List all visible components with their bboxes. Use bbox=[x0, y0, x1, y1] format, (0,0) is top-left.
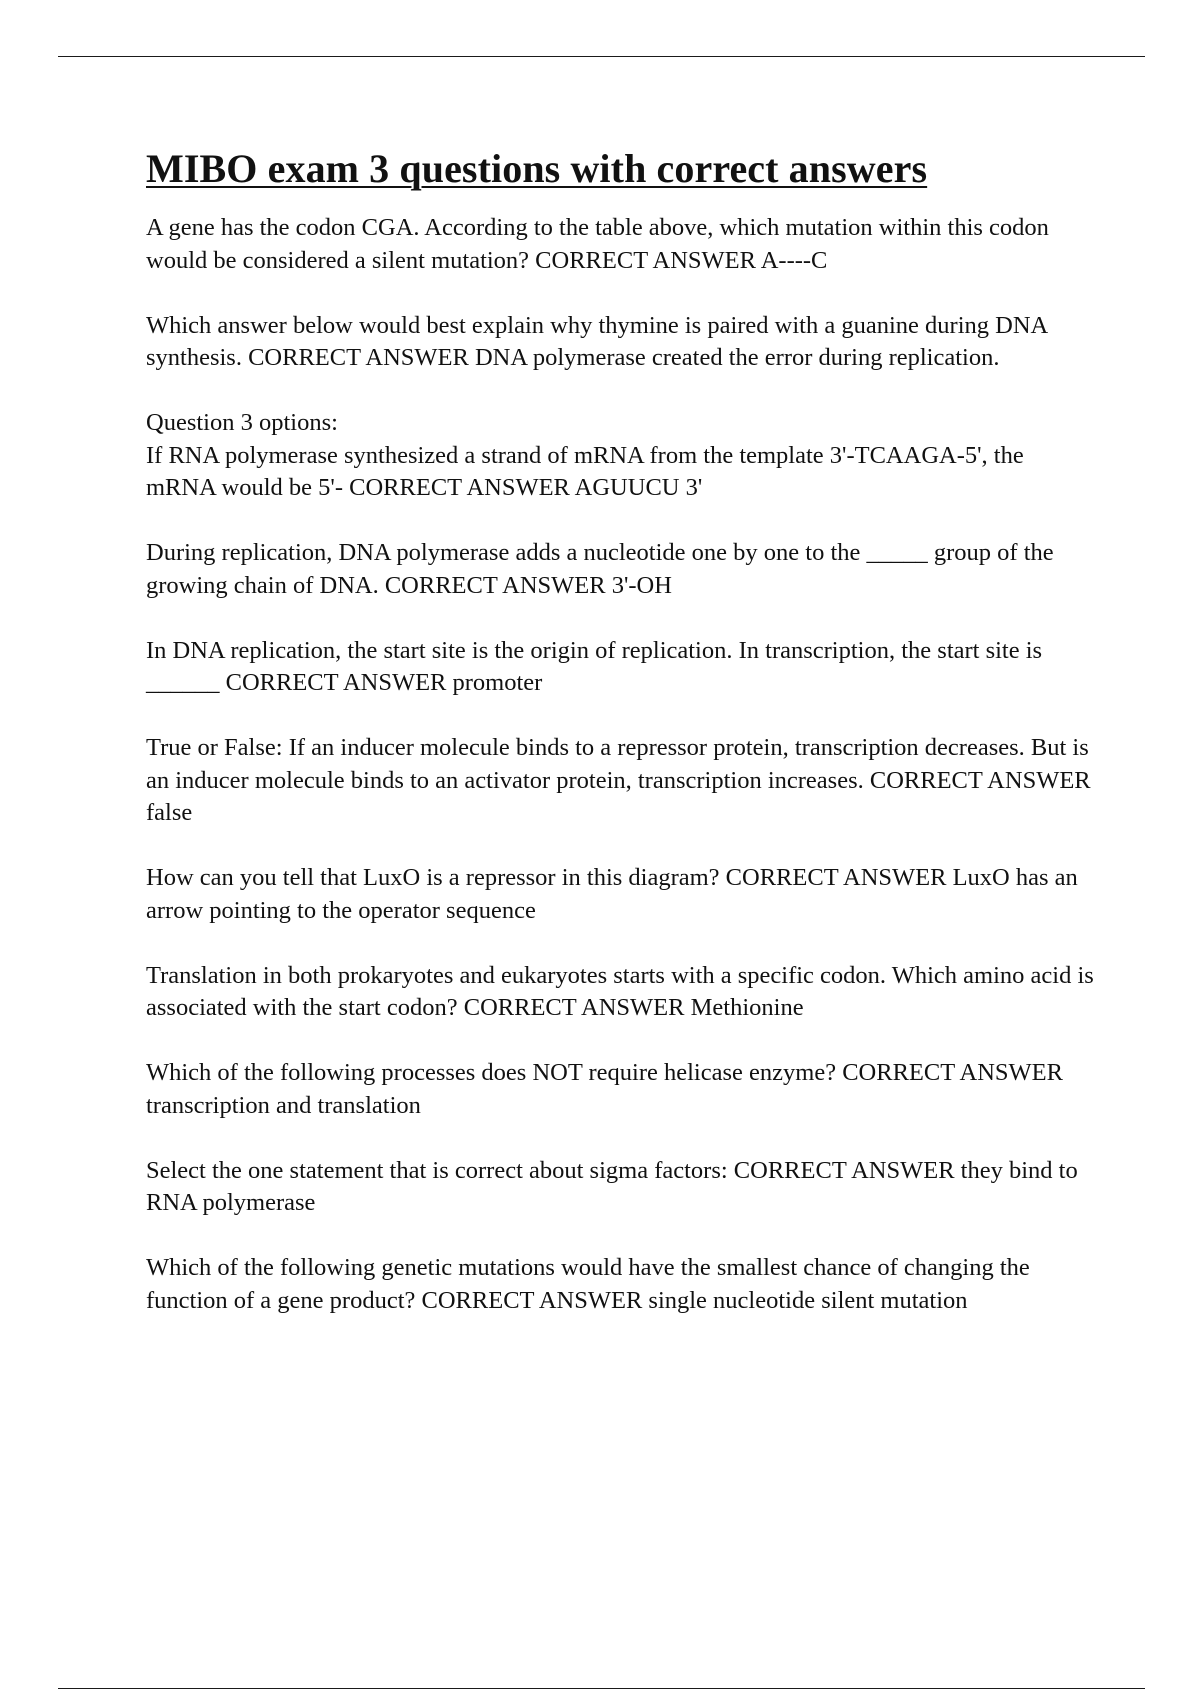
qa-entry: True or False: If an inducer molecule binds to a repressor protein, transcription decreases. But is an inducer molecule binds to an activator protein, transcription increases. CORRECT ANSWER false bbox=[146, 734, 1091, 826]
qa-entry: In DNA replication, the start site is the origin of replication. In transcription, the start site is ______ CORRECT ANSWER promoter bbox=[146, 636, 1043, 696]
qa-entry: Translation in both prokaryotes and eukaryotes starts with a specific codon. Which amino acid is associated with the start codon? CORRECT ANSWER Methionine bbox=[146, 961, 1094, 1021]
qa-entry: Which answer below would best explain why thymine is paired with a guanine during DNA synthesis. CORRECT ANSWER DNA polymerase created the error during replication. bbox=[146, 311, 1047, 371]
qa-entry: Select the one statement that is correct about sigma factors: CORRECT ANSWER they bind to RNA polymerase bbox=[146, 1156, 1078, 1216]
qa-entry: Question 3 options: If RNA polymerase synthesized a strand of mRNA from the template 3'-TCAAGA-5', the mRNA would be 5'- CORRECT ANSWER AGUUCU 3' bbox=[146, 409, 1024, 501]
document-body bbox=[146, 146, 1096, 1350]
qa-entry: How can you tell that LuxO is a repressor in this diagram? CORRECT ANSWER LuxO has an arrow pointing to the operator sequence bbox=[146, 864, 1078, 924]
qa-entry: Which of the following processes does NOT require helicase enzyme? CORRECT ANSWER transcription and translation bbox=[146, 1059, 1063, 1119]
question-answer-list bbox=[146, 212, 1096, 1317]
qa-entry: A gene has the codon CGA. According to the table above, which mutation within this codon would be considered a silent mutation? CORRECT ANSWER A----C bbox=[146, 214, 1049, 274]
header-rule bbox=[58, 56, 1145, 57]
footer-rule bbox=[58, 1688, 1145, 1689]
document-title: MIBO exam 3 questions with correct answers bbox=[146, 146, 928, 191]
qa-entry: Which of the following genetic mutations would have the smallest chance of changing the function of a gene product? CORRECT ANSWER single nucleotide silent mutation bbox=[146, 1254, 1030, 1314]
qa-entry: During replication, DNA polymerase adds a nucleotide one by one to the _____ group of the growing chain of DNA. CORRECT ANSWER 3'-OH bbox=[146, 539, 1054, 599]
